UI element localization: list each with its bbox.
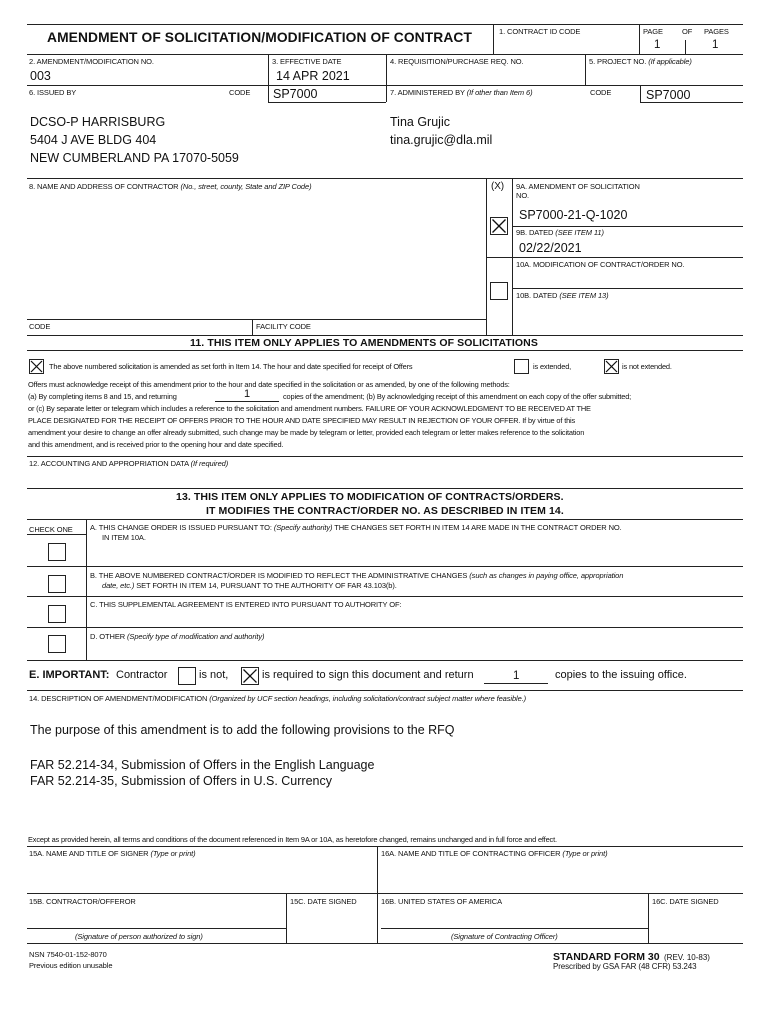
important-copies-rest: copies to the issuing office. — [555, 669, 687, 681]
facility-code-label: FACILITY CODE — [256, 322, 311, 331]
check-one-label: CHECK ONE — [29, 525, 73, 534]
item-14-line-3: FAR 52.214-35, Submission of Offers in U.S. Currency — [30, 774, 332, 788]
usa-16b-label: 16B. UNITED STATES OF AMERICA — [381, 897, 503, 906]
issuer-line-3: NEW CUMBERLAND PA 17070-5059 — [30, 151, 239, 165]
form-title: AMENDMENT OF SOLICITATION/MODIFICATION OF CONTRACT — [47, 30, 472, 45]
effective-date-value: 14 APR 2021 — [276, 69, 350, 83]
item-14-line-1: The purpose of this amendment is to add the following provisions to the RFQ — [30, 723, 455, 737]
date-15c-label: 15C. DATE SIGNED — [290, 897, 357, 906]
issued-code-label: CODE — [229, 88, 251, 97]
item-11-para-5: amendment your desire to change an offer already submitted, such change may be made by telegram or letter, provided each telegram or letter makes reference to the solicitation — [28, 428, 585, 437]
issuer-line-2: 5404 J AVE BLDG 404 — [30, 133, 157, 147]
important-is-required: is required to sign this document and return — [262, 669, 474, 681]
item-11-copies-rest: copies of the amendment; (b) By acknowledging receipt of this amendment on each copy of the offer submitted; — [283, 392, 632, 401]
signer-15a-label: 15A. NAME AND TITLE OF SIGNER (Type or print) — [29, 849, 196, 858]
checked-x-icon — [242, 668, 258, 684]
amend-solicitation-no-label: NO. — [516, 191, 530, 200]
item-11-para-6: and this amendment, and is received prior to the opening hour and date specified. — [28, 440, 284, 449]
amend-solicitation-value: SP7000-21-Q-1020 — [519, 208, 628, 222]
item-13b-line-2: date, etc.) SET FORTH IN ITEM 14, PURSUANT TO THE AUTHORITY OF FAR 43.103(b). — [102, 581, 397, 590]
checked-x-icon — [30, 360, 43, 373]
modification-no-label: 10A. MODIFICATION OF CONTRACT/ORDER NO. — [516, 260, 685, 269]
important-contractor: Contractor — [116, 669, 168, 681]
issued-code-value: SP7000 — [273, 87, 318, 101]
checkbox-13b[interactable] — [48, 575, 66, 593]
admin-code-value: SP7000 — [646, 88, 691, 102]
x-column-label: (X) — [491, 181, 505, 192]
checkbox-extended[interactable] — [514, 359, 529, 374]
important-is-not: is not, — [199, 669, 229, 681]
item-14-line-2: FAR 52.214-34, Submission of Offers in the English Language — [30, 758, 375, 772]
checkbox-item-11[interactable] — [29, 359, 44, 374]
checkbox-13d[interactable] — [48, 635, 66, 653]
item-11-para-2: (a) By completing items 8 and 15, and returning — [28, 392, 177, 401]
item-14-label: 14. DESCRIPTION OF AMENDMENT/MODIFICATION (Organized by UCF section headings, including solicitation/contract subject matter where feasible.) — [29, 694, 527, 703]
admin-code-label: CODE — [590, 88, 612, 97]
item-13c-text: C. THIS SUPPLEMENTAL AGREEMENT IS ENTERED INTO PURSUANT TO AUTHORITY OF: — [90, 600, 402, 609]
previous-edition-text: Previous edition unusable — [29, 961, 113, 970]
not-extended-label: is not extended. — [622, 362, 672, 371]
amendment-no-value: 003 — [30, 69, 51, 83]
dated-9b-label: 9B. DATED (SEE ITEM 11) — [516, 228, 604, 237]
of-label: OF — [682, 27, 693, 36]
amend-solicitation-label: 9A. AMENDMENT OF SOLICITATION — [516, 182, 640, 191]
signature-person-caption: (Signature of person authorized to sign) — [75, 932, 203, 941]
checkbox-13a[interactable] — [48, 543, 66, 561]
prescribed-text: Prescribed by GSA FAR (48 CFR) 53.243 — [553, 962, 697, 971]
page-label: PAGE — [643, 27, 663, 36]
date-16c-label: 16C. DATE SIGNED — [652, 897, 719, 906]
dated-9b-value: 02/22/2021 — [519, 241, 582, 255]
contractor-15b-label: 15B. CONTRACTOR/OFFEROR — [29, 897, 136, 906]
administered-by-label: 7. ADMINISTERED BY (If other than Item 6) — [390, 88, 533, 97]
extended-label: is extended, — [533, 362, 572, 371]
amendment-no-label: 2. AMENDMENT/MODIFICATION NO. — [29, 57, 154, 66]
item-13d-text: D. OTHER (Specify type of modification and authority) — [90, 632, 265, 641]
checked-x-icon — [605, 360, 618, 373]
effective-date-label: 3. EFFECTIVE DATE — [272, 57, 342, 66]
checkbox-13c[interactable] — [48, 605, 66, 623]
checkbox-is-not[interactable] — [178, 667, 196, 685]
item-11-copies-value: 1 — [244, 388, 251, 400]
checkbox-10[interactable] — [490, 282, 508, 300]
item-11-para-1: Offers must acknowledge receipt of this amendment prior to the hour and date specified in the solicitation or as amended, by one of the following methods: — [28, 380, 510, 389]
standard-form-label: STANDARD FORM 30 (REV. 10-83) — [553, 951, 710, 963]
accounting-label: 12. ACCOUNTING AND APPROPRIATION DATA (If required) — [29, 459, 229, 468]
nsn-text: NSN 7540-01-152-8070 — [29, 950, 107, 959]
item-11-para-4: PLACE DESIGNATED FOR THE RECEIPT OF OFFERS PRIOR TO THE HOUR AND DATE SPECIFIED MAY RESULT IN REJECTION OF YOUR OFFER. If by virtue of this — [28, 416, 576, 425]
officer-16a-label: 16A. NAME AND TITLE OF CONTRACTING OFFICER (Type or print) — [381, 849, 608, 858]
item-11-heading: 11. THIS ITEM ONLY APPLIES TO AMENDMENTS OF SOLICITATIONS — [190, 337, 538, 349]
contractor-code-label: CODE — [29, 322, 51, 331]
signature-officer-caption: (Signature of Contracting Officer) — [451, 932, 558, 941]
except-provided-text: Except as provided herein, all terms and conditions of the document referenced in Item 9A or 10A, as heretofore changed, remains unchanged and in full force and effect. — [28, 835, 557, 844]
pages-value: 1 — [712, 39, 719, 51]
important-copies-value: 1 — [513, 670, 520, 682]
important-label: E. IMPORTANT: — [29, 669, 110, 681]
item-13-heading-1: 13. THIS ITEM ONLY APPLIES TO MODIFICATION OF CONTRACTS/ORDERS. — [176, 491, 564, 503]
item-13-heading-2: IT MODIFIES THE CONTRACT/ORDER NO. AS DESCRIBED IN ITEM 14. — [206, 505, 564, 517]
item-13b-text: B. THE ABOVE NUMBERED CONTRACT/ORDER IS MODIFIED TO REFLECT THE ADMINISTRATIVE CHANGES (such as changes in paying office, appropriation — [90, 571, 624, 580]
contractor-label: 8. NAME AND ADDRESS OF CONTRACTOR (No., street, county, State and ZIP Code) — [29, 182, 312, 191]
contract-id-label: 1. CONTRACT ID CODE — [499, 27, 581, 36]
project-no-label: 5. PROJECT NO. (If applicable) — [589, 57, 692, 66]
item-11-para-3: or (c) By separate letter or telegram which includes a reference to the solicitation and amendment numbers. FAILURE OF YOUR ACKNOWLEDGMENT TO BE RECEIVED AT THE — [28, 404, 591, 413]
checkbox-9-x[interactable] — [490, 217, 508, 235]
page-value: 1 — [654, 39, 661, 51]
item-13a-text: A. THIS CHANGE ORDER IS ISSUED PURSUANT TO: (Specify authority) THE CHANGES SET FORTH IN ITEM 14 ARE MADE IN THE CONTRACT ORDER NO. — [90, 523, 622, 532]
issuer-line-1: DCSO-P HARRISBURG — [30, 115, 166, 129]
item-13a-line-2: IN ITEM 10A. — [102, 533, 146, 542]
admin-line-2: tina.grujic@dla.mil — [390, 133, 493, 147]
pages-label: PAGES — [704, 27, 729, 36]
item-11-line-1: The above numbered solicitation is amended as set forth in Item 14. The hour and date specified for receipt of Offers — [49, 362, 413, 371]
requisition-label: 4. REQUISITION/PURCHASE REQ. NO. — [390, 57, 524, 66]
issued-by-label: 6. ISSUED BY — [29, 88, 77, 97]
admin-line-1: Tina Grujic — [390, 115, 450, 129]
dated-10b-label: 10B. DATED (SEE ITEM 13) — [516, 291, 609, 300]
checkbox-is-required[interactable] — [241, 667, 259, 685]
checkbox-not-extended[interactable] — [604, 359, 619, 374]
checked-x-icon — [491, 218, 507, 234]
